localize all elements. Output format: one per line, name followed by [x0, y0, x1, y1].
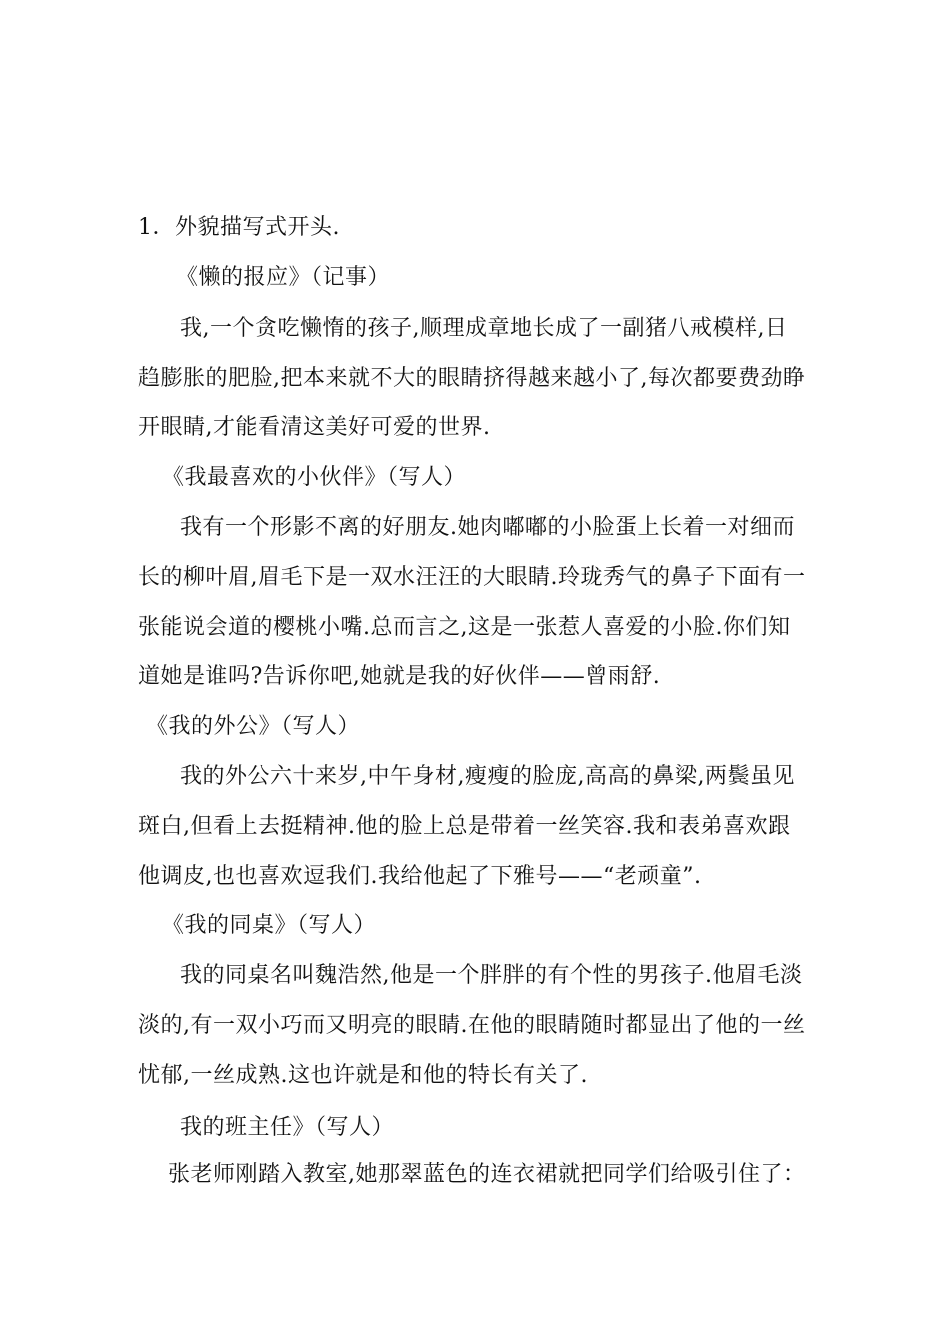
paragraph-line: 他调皮,也也喜欢逗我们.我给他起了下雅号——“老顽童”. — [138, 864, 702, 889]
essay-title-2: 《我最喜欢的小伙伴》（写人） — [162, 465, 467, 490]
paragraph-line: 张老师刚踏入教室,她那翠蓝色的连衣裙就把同学们给吸引住了： — [168, 1162, 806, 1187]
section-heading: 1．外貌描写式开头. — [138, 215, 340, 240]
paragraph-line: 忧郁,一丝成熟.这也许就是和他的特长有关了. — [138, 1063, 588, 1088]
paragraph-line: 我的外公六十来岁,中午身材,瘦瘦的脸庞,高高的鼻梁,两鬓虽见 — [180, 764, 795, 789]
paragraph-line: 我的同桌名叫魏浩然,他是一个胖胖的有个性的男孩子.他眉毛淡 — [180, 963, 803, 988]
essay-title-1: 《懒的报应》（记事） — [176, 265, 391, 290]
paragraph-line: 我,一个贪吃懒惰的孩子,顺理成章地长成了一副猪八戒模样,日 — [180, 316, 788, 341]
paragraph-line: 开眼睛,才能看清这美好可爱的世界. — [138, 415, 491, 440]
paragraph-line: 趋膨胀的肥脸,把本来就不大的眼睛挤得越来越小了,每次都要费劲睁 — [138, 366, 806, 391]
essay-title-5: 我的班主任》（写人） — [180, 1115, 395, 1140]
paragraph-line: 斑白,但看上去挺精神.他的脸上总是带着一丝笑容.我和表弟喜欢跟 — [138, 814, 791, 839]
essay-title-3: 《我的外公》（写人） — [146, 714, 361, 739]
essay-title-4: 《我的同桌》（写人） — [162, 913, 377, 938]
paragraph-line: 张能说会道的樱桃小嘴.总而言之,这是一张惹人喜爱的小脸.你们知 — [138, 615, 791, 640]
paragraph-line: 淡的,有一双小巧而又明亮的眼睛.在他的眼睛随时都显出了他的一丝 — [138, 1013, 806, 1038]
paragraph-line: 长的柳叶眉,眉毛下是一双水汪汪的大眼睛.玲珑秀气的鼻子下面有一 — [138, 565, 806, 590]
paragraph-line: 我有一个形影不离的好朋友.她肉嘟嘟的小脸蛋上长着一对细而 — [180, 515, 795, 540]
paragraph-line: 道她是谁吗?告诉你吧,她就是我的好伙伴——曾雨舒. — [138, 664, 661, 689]
